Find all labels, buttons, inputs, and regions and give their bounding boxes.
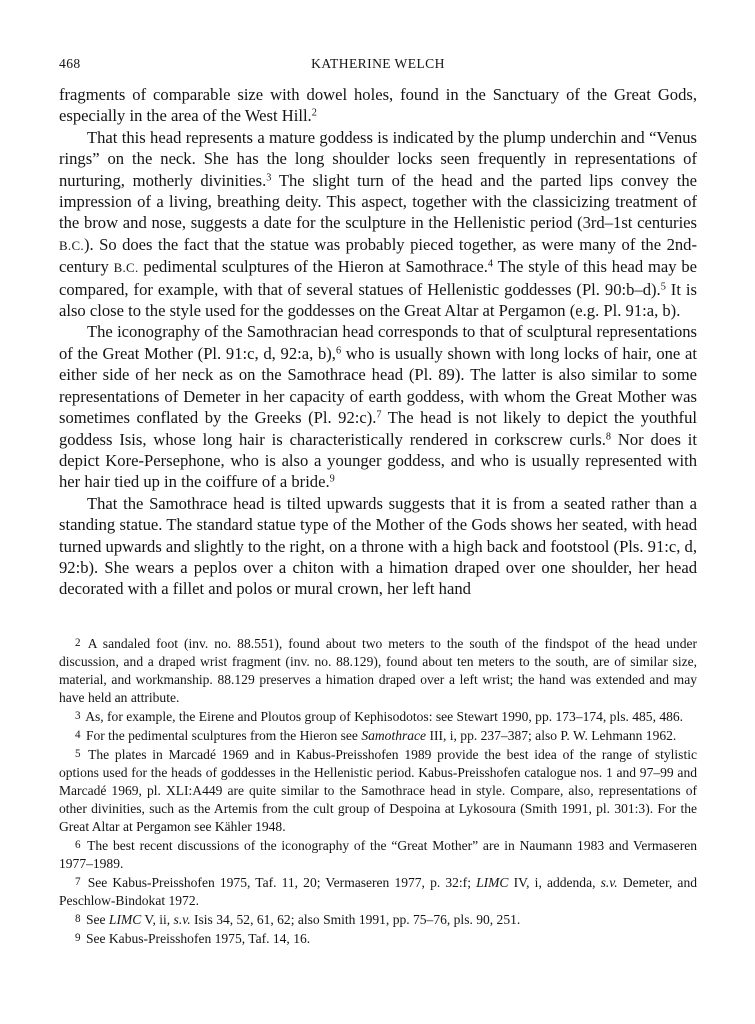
footnote bbox=[59, 634, 697, 707]
italic-abbrev: s.v. bbox=[173, 911, 191, 927]
footnote-ref[interactable]: 8 bbox=[605, 430, 611, 442]
paragraph-text: The iconography of the Samothracian head corresponds to that of sculptural representations of the Great Mother (Pl. 91:c, d, 92:a, b), bbox=[59, 322, 697, 363]
footnote-text: For the pedimental sculptures from the Hieron see bbox=[85, 727, 362, 743]
paragraph-text: who is usually shown with long locks of hair, one at either side of her neck as on the Samothrace head (Pl. 89). The latter is also similar to some representations of Demeter in her capacity of earth goddess, with whom the Great Mother was sometimes conflated by the Greeks (Pl. 92:c). bbox=[59, 343, 697, 428]
italic-title: LIMC bbox=[108, 911, 142, 927]
footnote-text: Isis 34, 52, 61, 62; also Smith 1991, pp. 75–76, pls. 90, 251. bbox=[190, 911, 521, 927]
footnote-ref[interactable]: 2 bbox=[311, 107, 317, 119]
footnote-number: 5 bbox=[75, 747, 81, 760]
italic-abbrev: s.v. bbox=[600, 874, 618, 890]
footnote-ref[interactable]: 7 bbox=[376, 409, 382, 421]
footnote-number: 6 bbox=[75, 838, 81, 851]
paragraph-continued bbox=[59, 84, 697, 127]
paragraph bbox=[59, 127, 697, 322]
footnote-text: See Kabus-Preisshofen 1975, Taf. 11, 20; Vermaseren 1977, p. 32:f; bbox=[87, 874, 477, 890]
italic-title: Samothrace bbox=[361, 727, 427, 743]
paragraph-text: That the Samothrace head is tilted upwards suggests that it is from a seated rather than a standing statue. The standard statue type of the Mother of the Gods shows her seated, with head turned upwards and slightly to the right, on a throne with a high back and footstool (Pls. 91:c, d, 92:b). She wears a peplos over a chiton with a himation draped over one shoulder, her head decorated with a fillet and polos or mural crown, her left hand bbox=[59, 493, 697, 599]
paragraph-text: That this head represents a mature goddess is indicated by the plump underchin and “Venus rings” on the neck. She has the long shoulder locks seen frequently in representations of nurturing, motherly divinities. bbox=[59, 127, 697, 190]
footnote bbox=[59, 707, 697, 726]
paragraph-text: pedimental sculptures of the Hieron at Samothrace. bbox=[138, 257, 488, 277]
footnote-ref[interactable]: 5 bbox=[660, 281, 666, 292]
footnote bbox=[59, 745, 697, 836]
footnote bbox=[59, 929, 697, 948]
footnote-number: 7 bbox=[75, 875, 81, 888]
footnote bbox=[59, 873, 697, 910]
footnote-text: See Kabus-Preisshofen 1975, Taf. 14, 16. bbox=[85, 930, 311, 946]
running-title: KATHERINE WELCH bbox=[311, 56, 445, 71]
footnote bbox=[59, 910, 697, 929]
footnotes bbox=[59, 634, 697, 948]
paragraph-text: The style of this head may be compared, for example, with that of several statues of Hellenistic goddesses (Pl. 90:b–d). bbox=[59, 257, 698, 299]
footnote-number: 2 bbox=[75, 637, 81, 649]
era-abbrev: B.C. bbox=[59, 237, 84, 253]
footnote-ref[interactable]: 9 bbox=[329, 473, 335, 485]
footnote-text: The best recent discussions of the iconography of the “Great Mother” are in Naumann 1983 and Vermaseren 1977–1989. bbox=[59, 837, 697, 871]
footnote-text: III, i, pp. 237–387; also P. W. Lehmann 1962. bbox=[426, 727, 677, 743]
footnote-text: Demeter, and Peschlow-Bindokat 1972. bbox=[59, 874, 697, 908]
italic-title: LIMC bbox=[476, 874, 509, 890]
footnote-text: See bbox=[85, 911, 109, 927]
footnote-text: A sandaled foot (inv. no. 88.551), found about two meters to the south of the findspot of the head under discussion, and a draped wrist fragment (inv. no. 88.129), found about ten meters to the south, are of similar size, material, and workmanship. 88.129 preserves a himation draped over a left wrist; the hand was extended and may have held an attribute. bbox=[59, 635, 697, 705]
main-text bbox=[59, 84, 697, 600]
footnote-text: V, ii, bbox=[141, 911, 174, 927]
paragraph bbox=[59, 321, 697, 492]
footnote-text: IV, i, addenda, bbox=[508, 874, 601, 890]
footnote-number: 3 bbox=[75, 709, 81, 722]
paragraph bbox=[59, 493, 697, 600]
footnote-number: 9 bbox=[75, 931, 81, 944]
footnote bbox=[59, 836, 697, 873]
paragraph-text: ). So does the fact that the statue was probably pieced together, as were many of the 2nd-century bbox=[59, 234, 697, 277]
era-abbrev: B.C. bbox=[113, 260, 139, 276]
footnote-ref[interactable]: 3 bbox=[266, 171, 272, 183]
paragraph-text: Nor does it depict Kore-Persephone, who is also a younger goddess, and who is usually represented with her hair tied up in the coiffure of a bride. bbox=[59, 429, 697, 492]
paragraph-text: It is also close to the style used for the goddesses on the Great Altar at Pergamon (e.g. Pl. 91:a, b). bbox=[59, 279, 697, 321]
footnote-text: As, for example, the Eirene and Ploutos group of Kephisodotos: see Stewart 1990, pp. 173–174, pls. 485, 486. bbox=[85, 708, 684, 724]
footnote bbox=[59, 726, 697, 745]
paragraph-text: fragments of comparable size with dowel holes, found in the Sanctuary of the Great Gods, especially in the area of the West Hill. bbox=[59, 85, 697, 126]
page-number: 468 bbox=[59, 56, 81, 71]
footnote-text: The plates in Marcadé 1969 and in Kabus-Preisshofen 1989 provide the best idea of the range of stylistic options used for the heads of goddesses in the Hellenistic period. Kabus-Preisshofen catalogue nos. 1 and 97–99 and Marcadé 1969, pl. XLI:A449 are quite similar to the Samothrace head in style. Compare, also, representations of other divinities, such as the Artemis from the cult group of Despoina at Lykosoura (Smith 1991, pl. 301:3). For the Great Altar at Pergamon see Kähler 1948. bbox=[59, 746, 697, 834]
paragraph-text: The head is not likely to depict the youthful goddess Isis, whose long hair is characteristically rendered in corkscrew curls. bbox=[59, 408, 697, 449]
footnote-ref[interactable]: 6 bbox=[335, 345, 342, 357]
running-header bbox=[59, 56, 697, 74]
paragraph-text: The slight turn of the head and the parted lips convey the impression of a living, breathing deity. This aspect, together with the classicizing treatment of the brow and nose, suggests a date for the sculpture in the Hellenistic period (3rd–1st centuries bbox=[59, 170, 697, 233]
journal-page bbox=[59, 0, 697, 1024]
footnote-number: 8 bbox=[75, 912, 81, 925]
footnote-ref[interactable]: 4 bbox=[487, 258, 494, 270]
footnote-number: 4 bbox=[75, 728, 81, 741]
